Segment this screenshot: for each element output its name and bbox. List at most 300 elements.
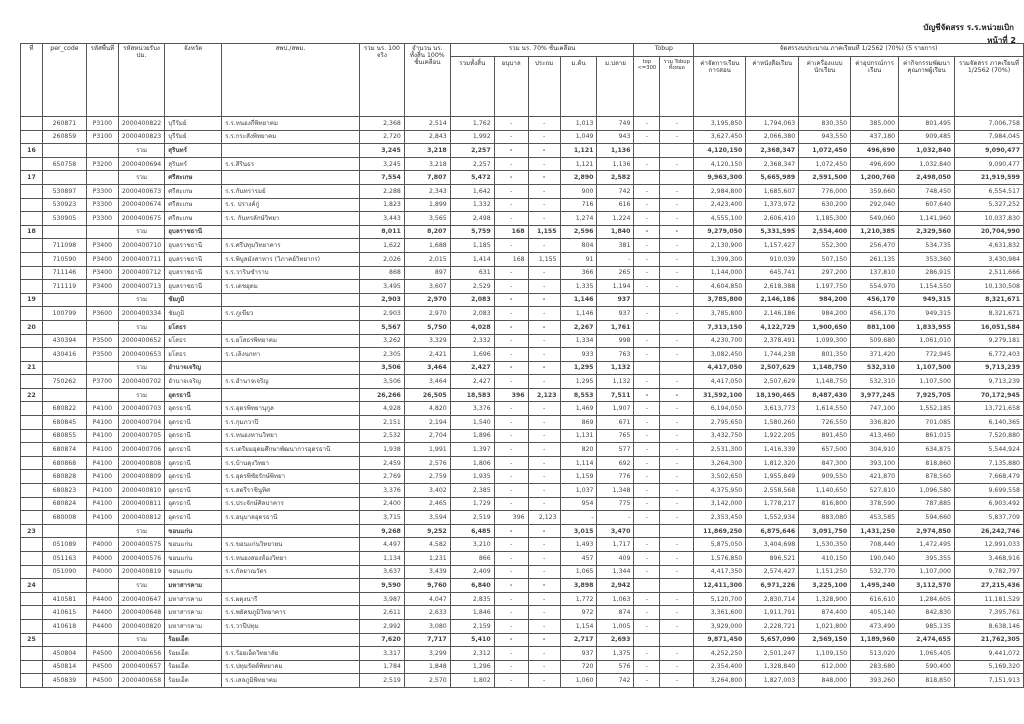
cell-office: ร.ร.วารินชำราบ xyxy=(222,266,360,280)
cell-upper-secondary: 763 xyxy=(597,348,634,362)
cell-students-100-all: 3,594 xyxy=(404,511,450,525)
cell-kindergarten: - xyxy=(494,579,528,593)
cell-per-code: 430416 xyxy=(42,348,86,362)
cell-textbooks: 4,122,729 xyxy=(746,320,799,334)
cell-province: อุดรธานี xyxy=(165,416,222,430)
cell-students-100-real: 9,590 xyxy=(359,579,404,593)
table-row xyxy=(21,307,1024,321)
cell-students-100-all: 2,970 xyxy=(404,293,450,307)
cell-students-100-all: 9,760 xyxy=(404,579,450,593)
cell-uniforms: 726,550 xyxy=(799,416,851,430)
cell-activities: 1,284,605 xyxy=(899,592,955,606)
cell-students-100-real: 2,903 xyxy=(359,307,404,321)
cell-top-300: - xyxy=(634,280,660,294)
cell-area-code: P4100 xyxy=(86,497,118,511)
cell-tobup-total: - xyxy=(660,402,694,416)
cell-students-100-real: 3,715 xyxy=(359,511,404,525)
cell-top-300: - xyxy=(634,348,660,362)
cell-no xyxy=(21,280,43,294)
subtotal-row xyxy=(21,388,1024,402)
cell-top-300 xyxy=(634,144,660,158)
cell-top-300: - xyxy=(634,429,660,443)
cell-office: ร.ร.ประจักษ์ศิลปาคาร xyxy=(222,497,360,511)
cell-lower-secondary: 1,334 xyxy=(560,334,597,348)
cell-primary: - xyxy=(528,416,560,430)
cell-office xyxy=(222,144,360,158)
cell-total-budget: 7,984,045 xyxy=(954,130,1023,144)
cell-per-code: 530905 xyxy=(42,212,86,226)
cell-uniforms: 8,487,430 xyxy=(799,388,851,402)
cell-uniforms: 3,225,100 xyxy=(799,579,851,593)
cell-kindergarten: - xyxy=(494,307,528,321)
cell-per-code xyxy=(42,524,86,538)
cell-per-code: 450814 xyxy=(42,660,86,674)
cell-students-100-real: 4,497 xyxy=(359,538,404,552)
cell-total-70: 1,846 xyxy=(450,606,494,620)
cell-area-code: P3100 xyxy=(86,130,118,144)
cell-upper-secondary: 1,348 xyxy=(597,484,634,498)
cell-lower-secondary: 1,013 xyxy=(560,117,597,131)
cell-total-70: 1,185 xyxy=(450,239,494,253)
cell-uniforms: 984,200 xyxy=(799,307,851,321)
cell-students-100-all: 5,750 xyxy=(404,320,450,334)
cell-upper-secondary: 576 xyxy=(597,660,634,674)
cell-textbooks: 1,685,607 xyxy=(746,184,799,198)
cell-area-code: P4000 xyxy=(86,552,118,566)
cell-primary: - xyxy=(528,375,560,389)
cell-office: ร.ร.หนองสองห้องวิทยา xyxy=(222,552,360,566)
cell-top-300: - xyxy=(634,416,660,430)
cell-no xyxy=(21,456,43,470)
cell-area-code: P4100 xyxy=(86,429,118,443)
cell-students-100-real: 3,506 xyxy=(359,361,404,375)
cell-per-code: 711146 xyxy=(42,266,86,280)
cell-textbooks: 1,955,849 xyxy=(746,470,799,484)
cell-kindergarten: - xyxy=(494,361,528,375)
cell-supplies: 881,100 xyxy=(851,320,899,334)
cell-province: มหาสารคาม xyxy=(165,579,222,593)
cell-kindergarten: - xyxy=(494,619,528,633)
cell-supplies: 190,040 xyxy=(851,552,899,566)
cell-uniforms: 816,800 xyxy=(799,497,851,511)
cell-kindergarten: 168 xyxy=(494,252,528,266)
cell-budget-unit: 2000400712 xyxy=(118,266,164,280)
cell-total-70: 2,257 xyxy=(450,157,494,171)
table-row xyxy=(21,416,1024,430)
cell-top-300: - xyxy=(634,456,660,470)
cell-total-70: 1,414 xyxy=(450,252,494,266)
cell-textbooks: 2,507,629 xyxy=(746,361,799,375)
cell-office: ร.ร.ยโสธรพิทยาคม xyxy=(222,334,360,348)
cell-textbooks: 2,507,629 xyxy=(746,375,799,389)
cell-budget-unit: 2000400652 xyxy=(118,334,164,348)
table-row xyxy=(21,429,1024,443)
cell-area-code: P4100 xyxy=(86,484,118,498)
cell-supplies: 393,260 xyxy=(851,674,899,688)
cell-total-70: 1,540 xyxy=(450,416,494,430)
cell-office: ร.ร.หนองหานวิทยา xyxy=(222,429,360,443)
cell-province: อำนาจเจริญ xyxy=(165,361,222,375)
cell-no: 21 xyxy=(21,361,43,375)
cell-students-100-real: 2,305 xyxy=(359,348,404,362)
cell-students-100-all: 3,080 xyxy=(404,619,450,633)
cell-province: บุรีรัมย์ xyxy=(165,117,222,131)
header-group-tobup: Tobup xyxy=(634,44,694,57)
cell-primary: - xyxy=(528,470,560,484)
cell-tuition: 4,417,350 xyxy=(694,565,746,579)
table-row xyxy=(21,198,1024,212)
cell-top-300: - xyxy=(634,484,660,498)
cell-primary: - xyxy=(528,660,560,674)
cell-students-100-real: 2,532 xyxy=(359,429,404,443)
cell-upper-secondary: 692 xyxy=(597,456,634,470)
cell-per-code: 710590 xyxy=(42,252,86,266)
cell-textbooks: 2,066,380 xyxy=(746,130,799,144)
cell-primary: - xyxy=(528,266,560,280)
cell-province: สุรินทร์ xyxy=(165,157,222,171)
header-students-100-real: รวม นร. 100 จริง xyxy=(359,44,404,117)
cell-office xyxy=(222,225,360,239)
cell-tuition: 3,929,000 xyxy=(694,619,746,633)
cell-lower-secondary: 1,114 xyxy=(560,456,597,470)
table-row xyxy=(21,619,1024,633)
cell-office: ร.ร.สิรินธร xyxy=(222,157,360,171)
cell-textbooks: 1,922,205 xyxy=(746,429,799,443)
cell-upper-secondary: 937 xyxy=(597,293,634,307)
cell-uniforms: 1,900,650 xyxy=(799,320,851,334)
cell-tuition: 1,576,850 xyxy=(694,552,746,566)
cell-primary: - xyxy=(528,293,560,307)
cell-lower-secondary: 2,717 xyxy=(560,633,597,647)
cell-upper-secondary: 616 xyxy=(597,198,634,212)
cell-tuition: 4,375,950 xyxy=(694,484,746,498)
cell-tobup-total: - xyxy=(660,239,694,253)
cell-lower-secondary: 366 xyxy=(560,266,597,280)
cell-lower-secondary: 720 xyxy=(560,660,597,674)
cell-textbooks: 1,812,320 xyxy=(746,456,799,470)
cell-budget-unit: 2000400657 xyxy=(118,660,164,674)
cell-supplies: 304,910 xyxy=(851,443,899,457)
cell-top-300: - xyxy=(634,266,660,280)
cell-uniforms: 1,151,250 xyxy=(799,565,851,579)
cell-students-100-real: 868 xyxy=(359,266,404,280)
cell-upper-secondary: 937 xyxy=(597,307,634,321)
header-budget-unit-code: รหัสหน่วยรับงปม. xyxy=(118,44,164,117)
cell-lower-secondary: 1,121 xyxy=(560,144,597,158)
cell-per-code: 680845 xyxy=(42,416,86,430)
cell-total-budget: 6,554,517 xyxy=(954,184,1023,198)
cell-total-budget: 7,668,479 xyxy=(954,470,1023,484)
cell-uniforms: 1,109,150 xyxy=(799,647,851,661)
cell-upper-secondary: 1,717 xyxy=(597,538,634,552)
cell-students-100-all: 1,688 xyxy=(404,239,450,253)
cell-kindergarten: - xyxy=(494,239,528,253)
cell-activities: 801,495 xyxy=(899,117,955,131)
table-row xyxy=(21,375,1024,389)
cell-office: ร.ร.กันทรารมย์ xyxy=(222,184,360,198)
cell-per-code: 711119 xyxy=(42,280,86,294)
cell-uniforms: 776,000 xyxy=(799,184,851,198)
cell-top-300 xyxy=(634,524,660,538)
cell-supplies: 532,310 xyxy=(851,375,899,389)
cell-budget-unit: 2000400706 xyxy=(118,443,164,457)
cell-textbooks: 6,971,226 xyxy=(746,579,799,593)
cell-total-budget: 3,430,984 xyxy=(954,252,1023,266)
cell-total-70: 1,332 xyxy=(450,198,494,212)
cell-budget-unit: รวม xyxy=(118,633,164,647)
cell-textbooks: 3,613,773 xyxy=(746,402,799,416)
cell-activities: 1,154,550 xyxy=(899,280,955,294)
cell-per-code: 680855 xyxy=(42,429,86,443)
subtotal-row xyxy=(21,144,1024,158)
cell-province: มหาสารคาม xyxy=(165,619,222,633)
cell-area-code xyxy=(86,579,118,593)
cell-total-budget: 70,172,945 xyxy=(954,388,1023,402)
cell-upper-secondary: 1,136 xyxy=(597,157,634,171)
cell-primary: - xyxy=(528,552,560,566)
cell-uniforms: 830,350 xyxy=(799,117,851,131)
cell-no: 24 xyxy=(21,579,43,593)
cell-total-70: 2,427 xyxy=(450,361,494,375)
cell-office: ร.ร.วาปีปทุม xyxy=(222,619,360,633)
cell-students-100-all: 3,218 xyxy=(404,157,450,171)
cell-budget-unit: 2000400653 xyxy=(118,348,164,362)
cell-students-100-real: 1,622 xyxy=(359,239,404,253)
cell-top-300: - xyxy=(634,307,660,321)
cell-tuition: 3,264,300 xyxy=(694,456,746,470)
cell-budget-unit: รวม xyxy=(118,361,164,375)
cell-no xyxy=(21,429,43,443)
cell-budget-unit: 2000400702 xyxy=(118,375,164,389)
header-group-70: รวม นร. 70% ชั้นเคลื่อน xyxy=(450,44,634,57)
cell-total-70: 2,257 xyxy=(450,144,494,158)
cell-supplies: 1,210,385 xyxy=(851,225,899,239)
cell-top-300: - xyxy=(634,647,660,661)
cell-tuition: 3,195,850 xyxy=(694,117,746,131)
cell-area-code xyxy=(86,524,118,538)
cell-students-100-all: 2,704 xyxy=(404,429,450,443)
cell-textbooks: 2,368,347 xyxy=(746,144,799,158)
cell-no xyxy=(21,660,43,674)
cell-total-70: 2,083 xyxy=(450,307,494,321)
cell-province: อุดรธานี xyxy=(165,484,222,498)
cell-primary: - xyxy=(528,184,560,198)
cell-total-70: 1,762 xyxy=(450,117,494,131)
cell-kindergarten: - xyxy=(494,416,528,430)
cell-uniforms: 657,500 xyxy=(799,443,851,457)
cell-students-100-all: 2,970 xyxy=(404,307,450,321)
cell-tobup-total: - xyxy=(660,565,694,579)
cell-primary: - xyxy=(528,674,560,688)
cell-students-100-all: 1,848 xyxy=(404,660,450,674)
cell-activities: 949,315 xyxy=(899,293,955,307)
cell-uniforms: 883,080 xyxy=(799,511,851,525)
cell-uniforms: 874,400 xyxy=(799,606,851,620)
cell-tuition: 4,417,050 xyxy=(694,375,746,389)
cell-tobup-total: - xyxy=(660,348,694,362)
cell-tuition: 3,082,450 xyxy=(694,348,746,362)
cell-budget-unit: รวม xyxy=(118,171,164,185)
cell-total-70: 1,696 xyxy=(450,348,494,362)
cell-tobup-total: - xyxy=(660,456,694,470)
cell-top-300: - xyxy=(634,497,660,511)
cell-total-70: 2,385 xyxy=(450,484,494,498)
cell-kindergarten: 396 xyxy=(494,388,528,402)
cell-textbooks: 1,911,791 xyxy=(746,606,799,620)
cell-total-budget: 20,704,990 xyxy=(954,225,1023,239)
cell-activities: 1,107,500 xyxy=(899,361,955,375)
allocation-table xyxy=(20,43,1024,688)
cell-top-300: - xyxy=(634,157,660,171)
cell-students-100-all: 3,402 xyxy=(404,484,450,498)
cell-no xyxy=(21,212,43,226)
cell-total-budget: 6,903,492 xyxy=(954,497,1023,511)
cell-textbooks: 6,875,646 xyxy=(746,524,799,538)
cell-per-code: 650758 xyxy=(42,157,86,171)
cell-office: ร.ร.ภูเขียว xyxy=(222,307,360,321)
cell-total-budget: 4,631,832 xyxy=(954,239,1023,253)
cell-supplies: 3,977,245 xyxy=(851,388,899,402)
cell-supplies: 513,020 xyxy=(851,647,899,661)
cell-upper-secondary: 381 xyxy=(597,239,634,253)
cell-textbooks: 1,328,840 xyxy=(746,660,799,674)
subtotal-row xyxy=(21,293,1024,307)
cell-textbooks: 2,558,568 xyxy=(746,484,799,498)
cell-activities: 878,560 xyxy=(899,470,955,484)
cell-supplies: 256,470 xyxy=(851,239,899,253)
cell-total-budget: 9,441,072 xyxy=(954,647,1023,661)
header-province: จังหวัด xyxy=(165,44,222,117)
cell-primary: - xyxy=(528,212,560,226)
cell-primary: - xyxy=(528,171,560,185)
cell-budget-unit: 2000400576 xyxy=(118,552,164,566)
cell-budget-unit: รวม xyxy=(118,388,164,402)
cell-area-code xyxy=(86,225,118,239)
cell-budget-unit: 2000400674 xyxy=(118,198,164,212)
cell-no xyxy=(21,184,43,198)
cell-upper-secondary: 742 xyxy=(597,674,634,688)
cell-students-100-all: 8,207 xyxy=(404,225,450,239)
cell-uniforms: 612,000 xyxy=(799,660,851,674)
header-supplies: ค่าอุปกรณ์การเรียน xyxy=(851,57,899,117)
cell-kindergarten: - xyxy=(494,538,528,552)
cell-tuition: 2,984,800 xyxy=(694,184,746,198)
cell-primary: - xyxy=(528,592,560,606)
cell-lower-secondary: 1,146 xyxy=(560,293,597,307)
cell-tobup-total: - xyxy=(660,334,694,348)
cell-no: 25 xyxy=(21,633,43,647)
cell-office xyxy=(222,320,360,334)
header-kindergarten: อนุบาล xyxy=(494,57,528,117)
cell-budget-unit: 2000400810 xyxy=(118,484,164,498)
cell-tuition: 9,871,450 xyxy=(694,633,746,647)
cell-tuition: 2,353,450 xyxy=(694,511,746,525)
cell-province: อุดรธานี xyxy=(165,402,222,416)
cell-upper-secondary: 671 xyxy=(597,416,634,430)
cell-office: ร.ร. ปรางค์กู่ xyxy=(222,198,360,212)
cell-upper-secondary: 1,907 xyxy=(597,402,634,416)
cell-per-code: 530897 xyxy=(42,184,86,198)
cell-office: ร.ร.ร้อยเอ็ดวิทยาลัย xyxy=(222,647,360,661)
cell-supplies: 456,170 xyxy=(851,307,899,321)
cell-area-code: P3400 xyxy=(86,280,118,294)
cell-supplies: 393,100 xyxy=(851,456,899,470)
cell-per-code: 450839 xyxy=(42,674,86,688)
cell-students-100-all: 4,820 xyxy=(404,402,450,416)
cell-upper-secondary: 1,136 xyxy=(597,144,634,158)
cell-tuition: 4,604,850 xyxy=(694,280,746,294)
cell-office xyxy=(222,293,360,307)
table-row xyxy=(21,484,1024,498)
cell-province: อุบลราชธานี xyxy=(165,225,222,239)
cell-total-budget: 5,837,709 xyxy=(954,511,1023,525)
cell-textbooks: 1,552,934 xyxy=(746,511,799,525)
cell-students-100-all: 26,505 xyxy=(404,388,450,402)
cell-area-code: P4100 xyxy=(86,402,118,416)
cell-students-100-real: 3,245 xyxy=(359,144,404,158)
cell-supplies: 456,170 xyxy=(851,293,899,307)
cell-province: ขอนแก่น xyxy=(165,524,222,538)
cell-supplies: 747,100 xyxy=(851,402,899,416)
cell-province: ร้อยเอ็ด xyxy=(165,674,222,688)
cell-office: ร.ร.กระสังพิทยาคม xyxy=(222,130,360,144)
cell-upper-secondary: 2,582 xyxy=(597,171,634,185)
cell-tobup-total xyxy=(660,524,694,538)
cell-office: ร.ร.เดชอุดม xyxy=(222,280,360,294)
header-group-budget: จัดสรรงบประมาณ ภาคเรียนที่ 1/2562 (70%) (5 รายการ) xyxy=(694,44,1024,57)
cell-per-code: 410615 xyxy=(42,606,86,620)
cell-tuition: 9,963,300 xyxy=(694,171,746,185)
cell-students-100-all: 4,047 xyxy=(404,592,450,606)
cell-students-100-real: 2,720 xyxy=(359,130,404,144)
cell-kindergarten: - xyxy=(494,606,528,620)
cell-students-100-all: 3,439 xyxy=(404,565,450,579)
cell-lower-secondary: 457 xyxy=(560,552,597,566)
cell-tuition: 6,194,050 xyxy=(694,402,746,416)
cell-activities: 1,107,500 xyxy=(899,375,955,389)
cell-primary: - xyxy=(528,565,560,579)
cell-primary: - xyxy=(528,429,560,443)
cell-supplies: 473,490 xyxy=(851,619,899,633)
cell-tobup-total: - xyxy=(660,619,694,633)
cell-students-100-all: 3,329 xyxy=(404,334,450,348)
cell-budget-unit: 2000400823 xyxy=(118,130,164,144)
cell-per-code xyxy=(42,320,86,334)
cell-supplies: 261,135 xyxy=(851,252,899,266)
cell-students-100-real: 1,784 xyxy=(359,660,404,674)
cell-area-code: P3400 xyxy=(86,252,118,266)
cell-lower-secondary: 1,154 xyxy=(560,619,597,633)
cell-students-100-real: 2,400 xyxy=(359,497,404,511)
cell-tuition: 3,264,800 xyxy=(694,674,746,688)
cell-area-code: P4100 xyxy=(86,511,118,525)
cell-total-budget: 9,090,477 xyxy=(954,157,1023,171)
cell-province: อุดรธานี xyxy=(165,497,222,511)
cell-tuition: 2,795,650 xyxy=(694,416,746,430)
cell-students-100-real: 3,987 xyxy=(359,592,404,606)
cell-primary: 2,123 xyxy=(528,511,560,525)
cell-supplies: 532,310 xyxy=(851,361,899,375)
cell-tuition: 4,252,250 xyxy=(694,647,746,661)
cell-kindergarten: - xyxy=(494,157,528,171)
cell-textbooks: 1,827,003 xyxy=(746,674,799,688)
cell-total-budget: 6,772,403 xyxy=(954,348,1023,362)
cell-budget-unit: 2000400809 xyxy=(118,470,164,484)
cell-uniforms: 1,148,750 xyxy=(799,361,851,375)
cell-upper-secondary: 749 xyxy=(597,117,634,131)
cell-province: บุรีรัมย์ xyxy=(165,130,222,144)
cell-no xyxy=(21,606,43,620)
